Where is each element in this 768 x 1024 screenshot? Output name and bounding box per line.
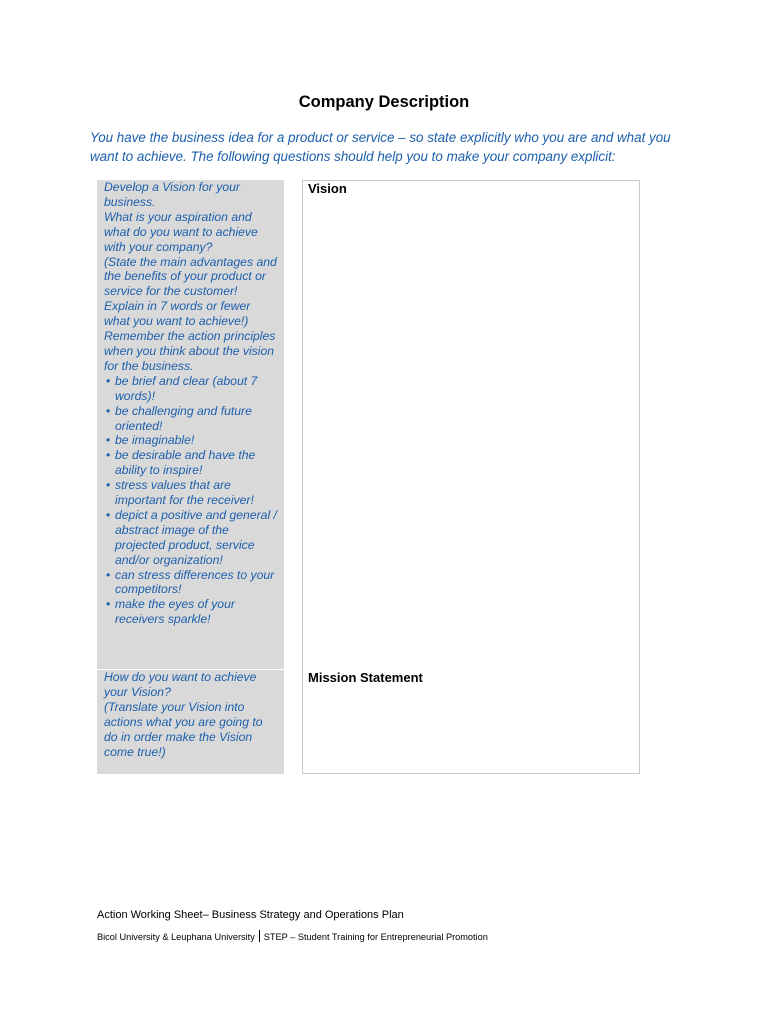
vision-prompt-paragraph: (State the main advantages and the benefits of your product or service for the customer! Explain in 7 words or fewer what you want to achieve!) [104, 254, 277, 329]
intro-text: You have the business idea for a product or service – so state explicitly who you are and what you want to achieve. The following questions should help you to make your company explicit: [90, 130, 671, 164]
page-title: Company Description [298, 93, 470, 111]
footer-title: Action Working Sheet– Business Strategy and Operations Plan [97, 909, 404, 921]
mission-prompt-paragraph: (Translate your Vision into actions what you are going to do in order make the Vision come true!) [104, 699, 263, 759]
vision-principle-item: • be challenging and future oriented! [104, 404, 278, 434]
mission-prompt-cell [97, 670, 284, 774]
mission-prompt-paragraph: How do you want to achieve your Vision? [104, 670, 257, 699]
vision-principle-item: • can stress differences to your competitors! [104, 568, 278, 598]
vision-prompt-paragraph: Remember the action principles when you think about the vision for the business. [104, 329, 276, 373]
footer-universities: Bicol University & Leuphana University [97, 932, 255, 942]
vision-principle-item: • be brief and clear (about 7 words)! [104, 374, 278, 404]
vision-prompt-paragraph: What is your aspiration and what do you want to achieve with your company? [104, 209, 258, 254]
footer-institutions [97, 930, 488, 942]
vision-principle-item: • stress values that are important for the receiver! [104, 478, 278, 508]
mission-statement-label: Mission Statement [308, 670, 423, 685]
footer-separator [259, 930, 260, 942]
vision-principle-item: • be imaginable! [104, 433, 278, 448]
vision-label: Vision [308, 181, 347, 196]
vision-prompt-cell [97, 180, 284, 669]
vision-principle-item: • depict a positive and general / abstract image of the projected product, service and/or organization! [104, 508, 278, 568]
footer-program: STEP – Student Training for Entrepreneurial Promotion [263, 932, 488, 942]
vision-principle-item: • be desirable and have the ability to inspire! [104, 448, 278, 478]
vision-principle-item: • make the eyes of your receivers sparkle! [104, 597, 278, 627]
vision-prompt-paragraph: Develop a Vision for your business. [104, 180, 240, 209]
vision-principles-list [104, 374, 278, 627]
